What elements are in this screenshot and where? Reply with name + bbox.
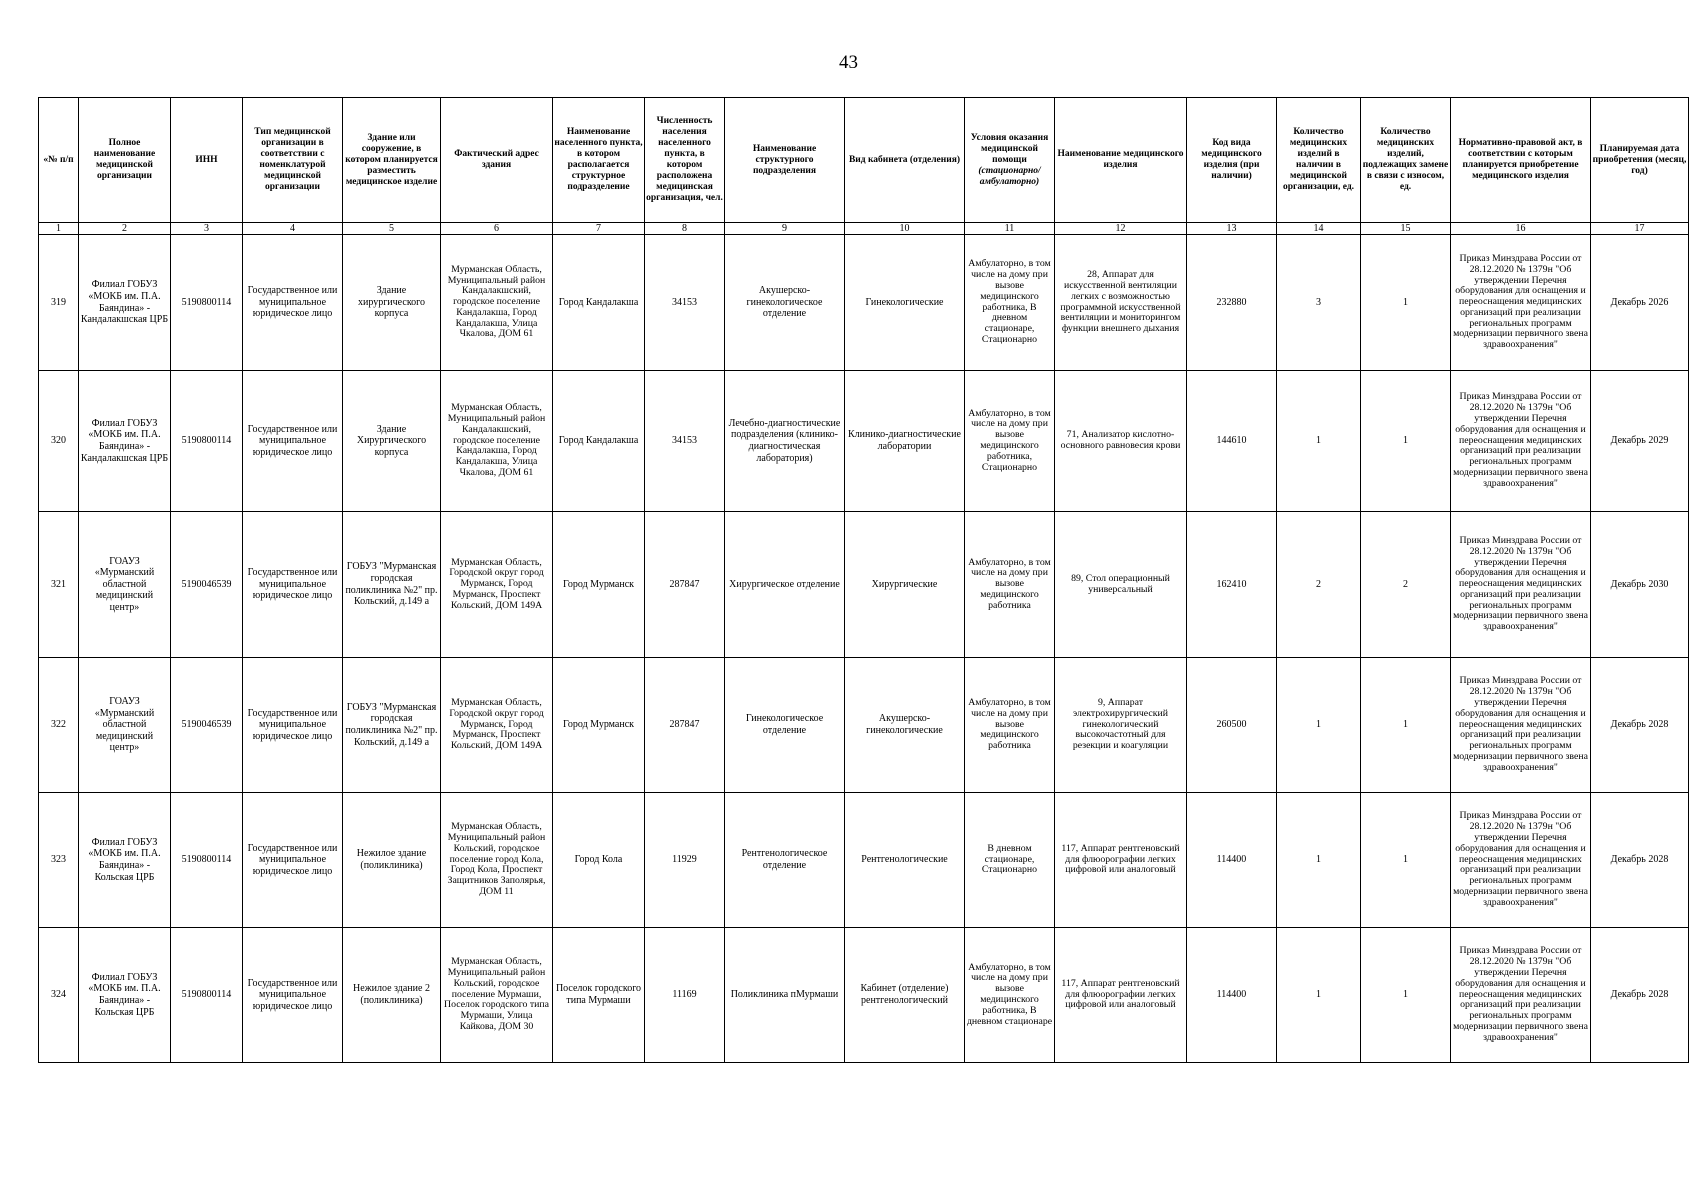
cell-organization-name: ГОАУЗ «Мурманский областной медицинский центр» bbox=[79, 658, 171, 793]
cell-organization-type: Государственное или муниципальное юридическое лицо bbox=[243, 928, 343, 1063]
cell-planned-date: Декабрь 2026 bbox=[1591, 235, 1689, 371]
header-cell: Фактический адрес здания bbox=[441, 98, 553, 223]
header-cell: Здание или сооружение, в котором планируется разместить медицинское изделие bbox=[343, 98, 441, 223]
cell-cabinet-type: Рентгенологические bbox=[845, 793, 965, 928]
cell-inn: 5190046539 bbox=[171, 658, 243, 793]
cell-organization-name: Филиал ГОБУЗ «МОКБ им. П.А. Баяндина» - Кандалакшская ЦРБ bbox=[79, 371, 171, 512]
cell-building: Нежилое здание (поликлиника) bbox=[343, 793, 441, 928]
cell-care-conditions: В дневном стационаре, Стационарно bbox=[965, 793, 1055, 928]
cell-device-code: 144610 bbox=[1187, 371, 1277, 512]
cell-device-code: 232880 bbox=[1187, 235, 1277, 371]
cell-address: Мурманская Область, Городской округ город Мурманск, Город Мурманск, Проспект Кольский, ДОМ 149А bbox=[441, 512, 553, 658]
cell-address: Мурманская Область, Муниципальный район Кольский, городское поселение Мурмаши, Поселок городского типа Мурмаши, Улица Кайкова, ДОМ 30 bbox=[441, 928, 553, 1063]
table-row bbox=[39, 658, 1689, 793]
cell-row-number: 319 bbox=[39, 235, 79, 371]
header-row bbox=[39, 98, 1689, 223]
header-cell: «№ п/п bbox=[39, 98, 79, 223]
cell-row-number: 322 bbox=[39, 658, 79, 793]
cell-settlement: Город Мурманск bbox=[553, 658, 645, 793]
cell-device-code: 114400 bbox=[1187, 928, 1277, 1063]
cell-row-number: 320 bbox=[39, 371, 79, 512]
cell-building: ГОБУЗ "Мурманская городская поликлиника №2" пр. Кольский, д.149 а bbox=[343, 658, 441, 793]
cell-device-name: 117, Аппарат рентгеновский для флюорографии легких цифровой или аналоговый bbox=[1055, 928, 1187, 1063]
page-number: 43 bbox=[839, 52, 858, 73]
header-cell: Численность населения населенного пункта, в котором расположена медицинская организация, чел. bbox=[645, 98, 725, 223]
cell-row-number: 323 bbox=[39, 793, 79, 928]
column-number: 1 bbox=[39, 223, 79, 235]
header-cell: ИНН bbox=[171, 98, 243, 223]
cell-population: 34153 bbox=[645, 371, 725, 512]
cell-settlement: Город Кандалакша bbox=[553, 371, 645, 512]
cell-device-name: 89, Стол операционный универсальный bbox=[1055, 512, 1187, 658]
cell-department: Лечебно-диагностические подразделения (клинико-диагностическая лаборатория) bbox=[725, 371, 845, 512]
header-cell: Количество медицинских изделий в наличии в медицинской организации, ед. bbox=[1277, 98, 1361, 223]
equipment-table bbox=[38, 97, 1689, 1063]
header-cell: Планируемая дата приобретения (месяц, год) bbox=[1591, 98, 1689, 223]
cell-device-name: 28, Аппарат для искусственной вентиляции легких с возможностью программной искусственной вентиляции и мониторингом функции внешнего дыхания bbox=[1055, 235, 1187, 371]
cell-inn: 5190800114 bbox=[171, 928, 243, 1063]
cell-qty-available: 1 bbox=[1277, 658, 1361, 793]
cell-device-name: 9, Аппарат электрохирургический гинекологический высокочастотный для резекции и коагуляции bbox=[1055, 658, 1187, 793]
cell-device-name: 71, Анализатор кислотно-основного равновесия крови bbox=[1055, 371, 1187, 512]
header-cell: Код вида медицинского изделия (при наличии) bbox=[1187, 98, 1277, 223]
cell-inn: 5190800114 bbox=[171, 793, 243, 928]
column-number: 2 bbox=[79, 223, 171, 235]
header-cell: Количество медицинских изделий, подлежащих замене в связи с износом, ед. bbox=[1361, 98, 1451, 223]
cell-legal-act: Приказ Минздрава России от 28.12.2020 № 1379н "Об утверждении Перечня оборудования для оснащения и переоснащения медицинских организаций при реализации региональных программ модернизации первичного звена здравоохранения" bbox=[1451, 928, 1591, 1063]
cell-legal-act: Приказ Минздрава России от 28.12.2020 № 1379н "Об утверждении Перечня оборудования для оснащения и переоснащения медицинских организаций при реализации региональных программ модернизации первичного звена здравоохранения" bbox=[1451, 793, 1591, 928]
cell-qty-available: 1 bbox=[1277, 793, 1361, 928]
cell-cabinet-type: Клинико-диагностические лаборатории bbox=[845, 371, 965, 512]
header-cell: Наименование структурного подразделения bbox=[725, 98, 845, 223]
cell-qty-to-replace: 1 bbox=[1361, 658, 1451, 793]
cell-organization-type: Государственное или муниципальное юридическое лицо bbox=[243, 512, 343, 658]
cell-legal-act: Приказ Минздрава России от 28.12.2020 № 1379н "Об утверждении Перечня оборудования для оснащения и переоснащения медицинских организаций при реализации региональных программ модернизации первичного звена здравоохранения" bbox=[1451, 371, 1591, 512]
cell-address: Мурманская Область, Муниципальный район Кандалакшский, городское поселение Кандалакша, Город Кандалакша, Улица Чкалова, ДОМ 61 bbox=[441, 235, 553, 371]
column-number: 10 bbox=[845, 223, 965, 235]
cell-qty-available: 1 bbox=[1277, 928, 1361, 1063]
column-number: 8 bbox=[645, 223, 725, 235]
cell-address: Мурманская Область, Муниципальный район Кольский, городское поселение город Кола, Город Кола, Проспект Защитников Заполярья, ДОМ 11 bbox=[441, 793, 553, 928]
cell-department: Поликлиника пМурмаши bbox=[725, 928, 845, 1063]
cell-device-name: 117, Аппарат рентгеновский для флюорографии легких цифровой или аналоговый bbox=[1055, 793, 1187, 928]
cell-population: 34153 bbox=[645, 235, 725, 371]
cell-qty-to-replace: 1 bbox=[1361, 793, 1451, 928]
cell-settlement: Город Кола bbox=[553, 793, 645, 928]
table-row bbox=[39, 793, 1689, 928]
cell-organization-type: Государственное или муниципальное юридическое лицо bbox=[243, 793, 343, 928]
cell-population: 11169 bbox=[645, 928, 725, 1063]
cell-legal-act: Приказ Минздрава России от 28.12.2020 № 1379н "Об утверждении Перечня оборудования для оснащения и переоснащения медицинских организаций при реализации региональных программ модернизации первичного звена здравоохранения" bbox=[1451, 658, 1591, 793]
column-number: 7 bbox=[553, 223, 645, 235]
cell-building: ГОБУЗ "Мурманская городская поликлиника №2" пр. Кольский, д.149 а bbox=[343, 512, 441, 658]
table-row bbox=[39, 235, 1689, 371]
column-number: 17 bbox=[1591, 223, 1689, 235]
cell-department: Рентгенологическое отделение bbox=[725, 793, 845, 928]
cell-planned-date: Декабрь 2028 bbox=[1591, 928, 1689, 1063]
column-number: 14 bbox=[1277, 223, 1361, 235]
cell-qty-to-replace: 1 bbox=[1361, 928, 1451, 1063]
cell-device-code: 114400 bbox=[1187, 793, 1277, 928]
cell-building: Нежилое здание 2 (поликлиника) bbox=[343, 928, 441, 1063]
cell-cabinet-type: Акушерско-гинекологические bbox=[845, 658, 965, 793]
header-conditions-label: Условия оказания медицинской помощи bbox=[970, 132, 1049, 165]
cell-care-conditions: Амбулаторно, в том числе на дому при вызове медицинского работника bbox=[965, 658, 1055, 793]
cell-device-code: 260500 bbox=[1187, 658, 1277, 793]
column-number: 11 bbox=[965, 223, 1055, 235]
cell-row-number: 324 bbox=[39, 928, 79, 1063]
cell-inn: 5190800114 bbox=[171, 371, 243, 512]
cell-organization-name: Филиал ГОБУЗ «МОКБ им. П.А. Баяндина» - Кольская ЦРБ bbox=[79, 928, 171, 1063]
cell-building: Здание хирургического корпуса bbox=[343, 235, 441, 371]
cell-legal-act: Приказ Минздрава России от 28.12.2020 № 1379н "Об утверждении Перечня оборудования для оснащения и переоснащения медицинских организаций при реализации региональных программ модернизации первичного звена здравоохранения" bbox=[1451, 235, 1591, 371]
column-number: 12 bbox=[1055, 223, 1187, 235]
cell-planned-date: Декабрь 2028 bbox=[1591, 793, 1689, 928]
header-cell-conditions bbox=[965, 98, 1055, 223]
cell-qty-available: 3 bbox=[1277, 235, 1361, 371]
header-cell: Наименование медицинского изделия bbox=[1055, 98, 1187, 223]
cell-organization-type: Государственное или муниципальное юридическое лицо bbox=[243, 235, 343, 371]
cell-department: Хирургическое отделение bbox=[725, 512, 845, 658]
column-number: 5 bbox=[343, 223, 441, 235]
cell-building: Здание Хирургического корпуса bbox=[343, 371, 441, 512]
cell-population: 287847 bbox=[645, 658, 725, 793]
table-row bbox=[39, 512, 1689, 658]
cell-care-conditions: Амбулаторно, в том числе на дому при вызове медицинского работника, В дневном стационаре bbox=[965, 928, 1055, 1063]
column-number: 15 bbox=[1361, 223, 1451, 235]
cell-inn: 5190800114 bbox=[171, 235, 243, 371]
cell-settlement: Поселок городского типа Мурмаши bbox=[553, 928, 645, 1063]
cell-cabinet-type: Кабинет (отделение) рентгенологический bbox=[845, 928, 965, 1063]
header-cell: Наименование населенного пункта, в котором располагается структурное подразделение bbox=[553, 98, 645, 223]
cell-qty-to-replace: 1 bbox=[1361, 371, 1451, 512]
cell-settlement: Город Кандалакша bbox=[553, 235, 645, 371]
header-cell: Полное наименование медицинской организации bbox=[79, 98, 171, 223]
column-number: 4 bbox=[243, 223, 343, 235]
cell-population: 11929 bbox=[645, 793, 725, 928]
column-number: 6 bbox=[441, 223, 553, 235]
column-number-row bbox=[39, 223, 1689, 235]
cell-inn: 5190046539 bbox=[171, 512, 243, 658]
header-conditions-italic: (стационарно/ амбулаторно) bbox=[978, 165, 1041, 187]
cell-address: Мурманская Область, Городской округ город Мурманск, Город Мурманск, Проспект Кольский, ДОМ 149А bbox=[441, 658, 553, 793]
cell-department: Гинекологическое отделение bbox=[725, 658, 845, 793]
cell-planned-date: Декабрь 2030 bbox=[1591, 512, 1689, 658]
cell-organization-type: Государственное или муниципальное юридическое лицо bbox=[243, 371, 343, 512]
cell-legal-act: Приказ Минздрава России от 28.12.2020 № 1379н "Об утверждении Перечня оборудования для оснащения и переоснащения медицинских организаций при реализации региональных программ модернизации первичного звена здравоохранения" bbox=[1451, 512, 1591, 658]
cell-organization-name: ГОАУЗ «Мурманский областной медицинский центр» bbox=[79, 512, 171, 658]
cell-qty-to-replace: 1 bbox=[1361, 235, 1451, 371]
cell-care-conditions: Амбулаторно, в том числе на дому при вызове медицинского работника bbox=[965, 512, 1055, 658]
cell-settlement: Город Мурманск bbox=[553, 512, 645, 658]
cell-row-number: 321 bbox=[39, 512, 79, 658]
column-number: 16 bbox=[1451, 223, 1591, 235]
header-cell: Вид кабинета (отделения) bbox=[845, 98, 965, 223]
header-cell: Нормативно-правовой акт, в соответствии с которым планируется приобретение медицинского изделия bbox=[1451, 98, 1591, 223]
cell-device-code: 162410 bbox=[1187, 512, 1277, 658]
cell-cabinet-type: Хирургические bbox=[845, 512, 965, 658]
cell-department: Акушерско-гинекологическое отделение bbox=[725, 235, 845, 371]
cell-planned-date: Декабрь 2028 bbox=[1591, 658, 1689, 793]
header-cell: Тип медицинской организации в соответствии с номенклатурой медицинской организации bbox=[243, 98, 343, 223]
table-row bbox=[39, 371, 1689, 512]
cell-population: 287847 bbox=[645, 512, 725, 658]
cell-address: Мурманская Область, Муниципальный район Кандалакшский, городское поселение Кандалакша, Город Кандалакша, Улица Чкалова, ДОМ 61 bbox=[441, 371, 553, 512]
cell-care-conditions: Амбулаторно, в том числе на дому при вызове медицинского работника, Стационарно bbox=[965, 371, 1055, 512]
cell-qty-to-replace: 2 bbox=[1361, 512, 1451, 658]
cell-planned-date: Декабрь 2029 bbox=[1591, 371, 1689, 512]
cell-organization-name: Филиал ГОБУЗ «МОКБ им. П.А. Баяндина» - Кандалакшская ЦРБ bbox=[79, 235, 171, 371]
column-number: 13 bbox=[1187, 223, 1277, 235]
column-number: 3 bbox=[171, 223, 243, 235]
table-row bbox=[39, 928, 1689, 1063]
cell-qty-available: 2 bbox=[1277, 512, 1361, 658]
cell-organization-type: Государственное или муниципальное юридическое лицо bbox=[243, 658, 343, 793]
column-number: 9 bbox=[725, 223, 845, 235]
cell-cabinet-type: Гинекологические bbox=[845, 235, 965, 371]
cell-organization-name: Филиал ГОБУЗ «МОКБ им. П.А. Баяндина» - Кольская ЦРБ bbox=[79, 793, 171, 928]
cell-qty-available: 1 bbox=[1277, 371, 1361, 512]
cell-care-conditions: Амбулаторно, в том числе на дому при вызове медицинского работника, В дневном стационаре, Стационарно bbox=[965, 235, 1055, 371]
